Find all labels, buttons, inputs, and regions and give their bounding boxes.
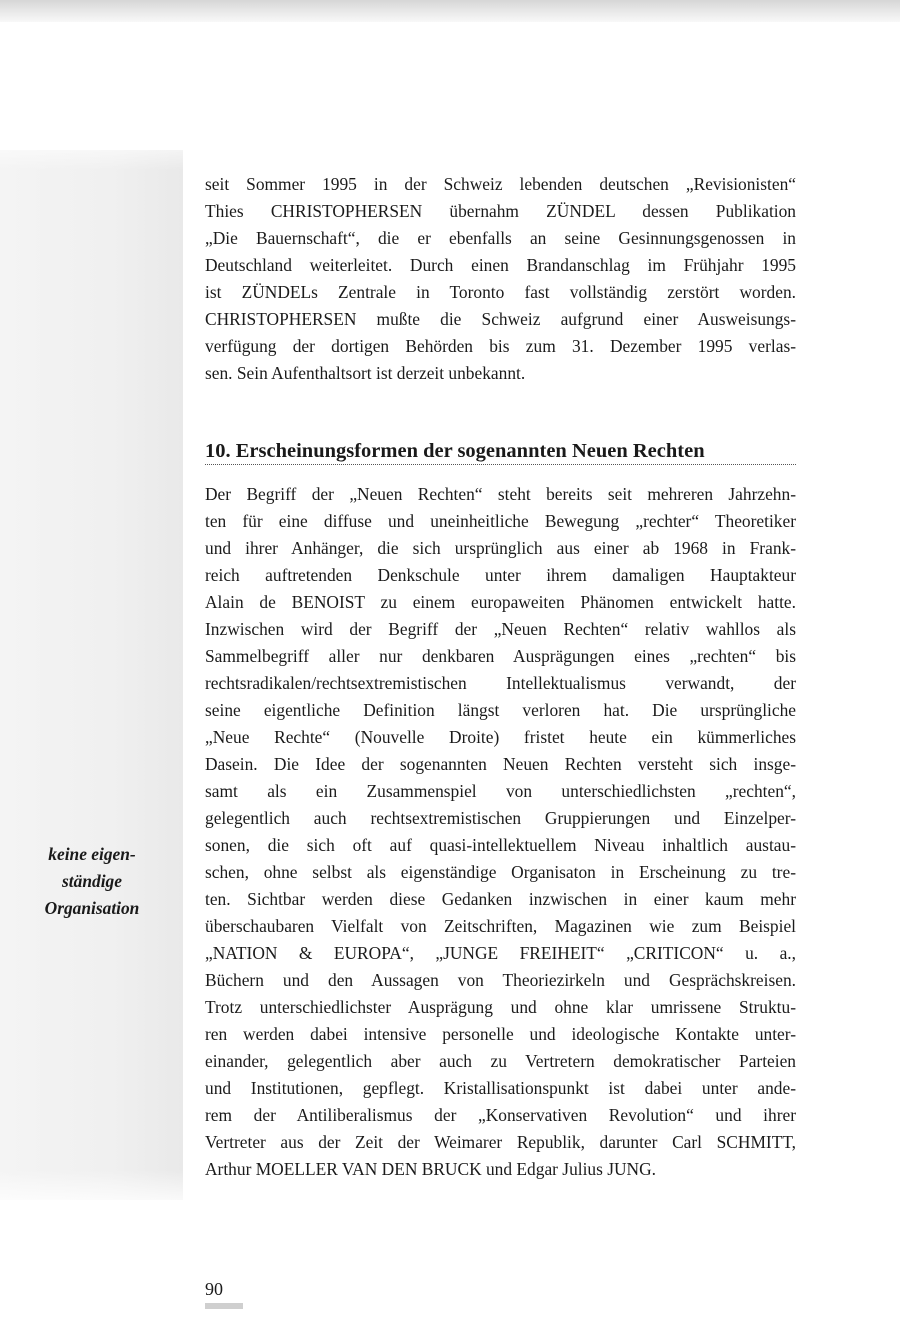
text-line: Dasein. Die Idee der sogenannten Neuen Rechten versteht sich insge-	[205, 754, 796, 774]
text-line: ten. Sichtbar werden diese Gedanken inzwischen in einer kaum mehr	[205, 889, 796, 909]
scan-top-shadow	[0, 0, 900, 22]
text-line: ist ZÜNDELs Zentrale in Toronto fast vollständig zerstört worden.	[205, 282, 796, 302]
text-line: CHRISTOPHERSEN mußte die Schweiz aufgrund einer Ausweisungs-	[205, 309, 796, 329]
text-line: verfügung der dortigen Behörden bis zum 31. Dezember 1995 verlas-	[205, 336, 796, 356]
text-line: sen. Sein Aufenthaltsort ist derzeit unbekannt.	[205, 363, 526, 383]
text-line: rem der Antiliberalismus der „Konservativen Revolution“ und ihrer	[205, 1105, 796, 1125]
text-line: ten für eine diffuse und uneinheitliche Bewegung „rechter“ Theoretiker	[205, 511, 796, 531]
text-line: samt als ein Zusammenspiel von unterschiedlichsten „rechten“,	[205, 781, 796, 801]
text-line: rechtsradikalen/rechtsextremistischen Intellektualismus verwandt, der	[205, 673, 796, 693]
text-line: Arthur MOELLER VAN DEN BRUCK und Edgar Julius JUNG.	[205, 1159, 657, 1179]
text-line: und ihrer Anhänger, die sich ursprünglich aus einer ab 1968 in Frank-	[205, 538, 796, 558]
page-number: 90	[205, 1279, 223, 1299]
margin-note-line: Organisation	[44, 898, 140, 918]
text-line: Trotz unterschiedlichster Ausprägung und ohne klar umrissene Struktu-	[205, 997, 796, 1017]
text-line: seine eigentliche Definition längst verloren hat. Die ursprüngliche	[205, 700, 796, 720]
margin-fade-top	[0, 130, 183, 170]
margin-note-line: keine eigen-	[48, 844, 136, 864]
text-line: Vertreter aus der Zeit der Weimarer Republik, darunter Carl SCHMITT,	[205, 1132, 796, 1152]
text-line: überschaubaren Vielfalt von Zeitschriften, Magazinen wie zum Beispiel	[205, 916, 796, 936]
text-line: Deutschland weiterleitet. Durch einen Brandanschlag im Frühjahr 1995	[205, 255, 796, 275]
text-line: Alain de BENOIST zu einem europaweiten Phänomen entwickelt hatte.	[205, 592, 796, 612]
text-line: gelegentlich auch rechtsextremistischen Gruppierungen und Einzelper-	[205, 808, 796, 828]
text-line: „Die Bauernschaft“, die er ebenfalls an seine Gesinnungsgenossen in	[205, 228, 796, 248]
text-line: einander, gelegentlich aber auch zu Vertretern demokratischer Parteien	[205, 1051, 796, 1071]
section-heading: 10. Erscheinungsformen der sogenannten Neuen Rechten	[205, 440, 705, 462]
heading-dotted-rule	[205, 464, 796, 465]
text-line: Büchern und den Aussagen von Theoriezirkeln und Gesprächskreisen.	[205, 970, 796, 990]
margin-note	[22, 841, 162, 922]
margin-column-background	[0, 150, 183, 1200]
text-line: und Institutionen, gepflegt. Kristallisationspunkt ist dabei unter ande-	[205, 1078, 796, 1098]
margin-note-line: ständige	[62, 871, 122, 891]
margin-fade-bottom	[0, 1170, 183, 1210]
text-line: schen, ohne selbst als eigenständige Organisaton in Erscheinung zu tre-	[205, 862, 796, 882]
text-line: Inzwischen wird der Begriff der „Neuen Rechten“ relativ wahllos als	[205, 619, 796, 639]
text-line: reich auftretenden Denkschule unter ihrem damaligen Hauptakteur	[205, 565, 796, 585]
text-line: „Neue Rechte“ (Nouvelle Droite) fristet heute ein kümmerliches	[205, 727, 796, 747]
text-line: „NATION & EUROPA“, „JUNGE FREIHEIT“ „CRITICON“ u. a.,	[205, 943, 796, 963]
page-number-mark	[205, 1303, 243, 1309]
text-line: seit Sommer 1995 in der Schweiz lebenden deutschen „Revisionisten“	[205, 174, 796, 194]
text-line: Thies CHRISTOPHERSEN übernahm ZÜNDEL dessen Publikation	[205, 201, 796, 221]
text-line: ren werden dabei intensive personelle und ideologische Kontakte unter-	[205, 1024, 796, 1044]
text-line: Sammelbegriff aller nur denkbaren Ausprägungen eines „rechten“ bis	[205, 646, 796, 666]
text-line: Der Begriff der „Neuen Rechten“ steht bereits seit mehreren Jahrzehn-	[205, 484, 796, 504]
text-line: sonen, die sich oft auf quasi-intellektuellem Niveau inhaltlich austau-	[205, 835, 796, 855]
